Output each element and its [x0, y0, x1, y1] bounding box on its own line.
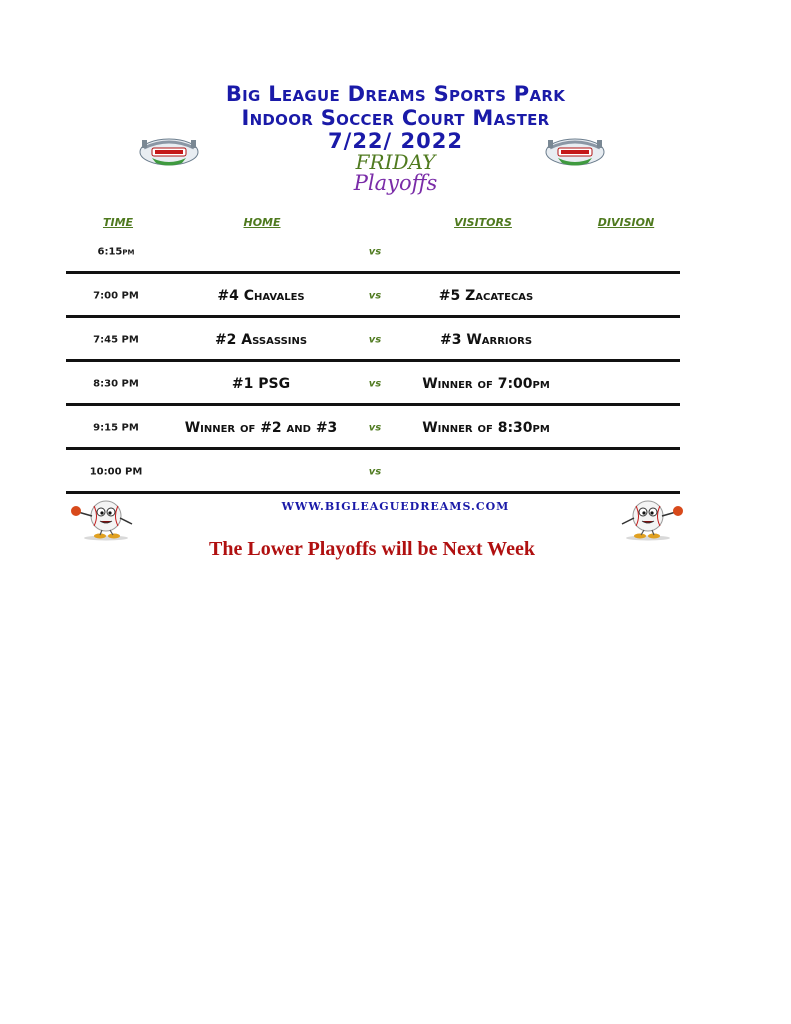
game-row: [66, 362, 680, 406]
home-team: #4 Chavales: [217, 288, 305, 304]
website-link[interactable]: WWW.BIGLEAGUEDREAMS.COM: [281, 500, 510, 513]
game-time: 6:15pm: [97, 246, 135, 258]
game-row: [66, 450, 680, 494]
home-team: Winner of #2 and #3: [184, 420, 338, 436]
park-name: Big League Dreams Sports Park: [225, 82, 566, 106]
versus-label: vs: [368, 422, 382, 434]
versus-label: vs: [368, 246, 382, 258]
versus-label: vs: [368, 466, 382, 478]
schedule-round: Playoffs: [353, 171, 438, 195]
court-master-title: Indoor Soccer Court Master: [241, 106, 550, 130]
visiting-team: #3 Warriors: [439, 332, 533, 348]
game-row: [66, 274, 680, 318]
column-header-home: HOME: [243, 216, 281, 229]
home-team: #1 PSG: [231, 376, 291, 392]
visiting-team: Winner of 7:00pm: [422, 376, 550, 392]
versus-label: vs: [368, 334, 382, 346]
game-row: [66, 318, 680, 362]
column-header-division: DIVISION: [597, 216, 655, 229]
schedule-date: 7/22/ 2022: [328, 129, 463, 153]
visiting-team: #5 Zacatecas: [438, 288, 534, 304]
big-league-dreams-logo: [138, 134, 200, 168]
visiting-team: Winner of 8:30pm: [422, 420, 550, 436]
row-divider: [66, 491, 680, 494]
lower-playoffs-notice: The Lower Playoffs will be Next Week: [209, 538, 535, 560]
versus-label: vs: [368, 290, 382, 302]
game-time: 9:15 PM: [93, 422, 139, 434]
game-time: 10:00 PM: [89, 466, 143, 478]
game-time: 7:00 PM: [93, 290, 139, 302]
column-header-time: TIME: [102, 216, 134, 229]
column-header-visitors: VISITORS: [454, 216, 512, 229]
game-row: [66, 406, 680, 450]
game-row: [66, 230, 680, 274]
game-time: 8:30 PM: [93, 378, 139, 390]
schedule-header: [0, 82, 791, 194]
schedule-day: FRIDAY: [355, 150, 436, 174]
home-team: #2 Assassins: [214, 332, 308, 348]
big-league-dreams-logo: [544, 134, 606, 168]
versus-label: vs: [368, 378, 382, 390]
game-time: 7:45 PM: [93, 334, 139, 346]
